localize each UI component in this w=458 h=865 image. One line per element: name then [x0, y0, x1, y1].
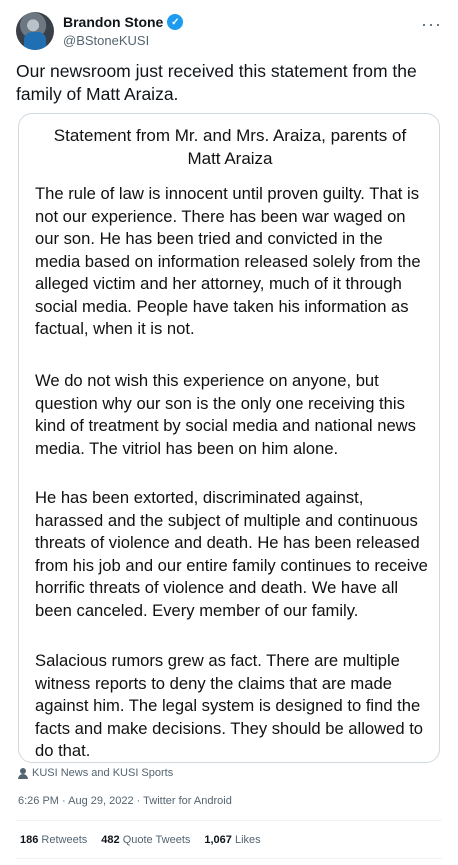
- statement-title: Statement from Mr. and Mrs. Araiza, parents of Matt Araiza: [53, 126, 407, 168]
- statement-paragraph: Salacious rumors grew as fact. There are multiple witness reports to deny the claims that are made against him. The legal system is designed to find the facts and make decisions. They should be allowed to do that.: [35, 651, 424, 760]
- retweets-count: 186: [20, 834, 39, 846]
- likes-stat[interactable]: [204, 834, 260, 846]
- engagement-stats: [20, 834, 261, 846]
- tweet-timestamp[interactable]: 6:26 PM · Aug 29, 2022 · Twitter for Android: [18, 795, 232, 807]
- author-handle[interactable]: @BStoneKUSI: [63, 33, 150, 48]
- quote-tweets-count: 482: [101, 834, 120, 846]
- person-icon: [18, 768, 28, 779]
- verified-badge-icon: ✓: [167, 14, 183, 30]
- retweets-stat[interactable]: [20, 834, 87, 846]
- divider: [16, 820, 442, 821]
- statement-image[interactable]: [18, 113, 440, 763]
- tagged-accounts[interactable]: [18, 767, 173, 779]
- statement-paragraph: The rule of law is innocent until proven guilty. That is not our experience. There has been war waged on our son. He has been tried and convicted in the media based on information released solely from the alleged victim and her attorney, much of it through social media. People have taken his information as factual, when it is not.: [35, 184, 421, 338]
- more-options-icon[interactable]: ···: [421, 14, 442, 34]
- author-name[interactable]: Brandon Stone: [63, 14, 164, 30]
- tweet-text: Our newsroom just received this statement from the family of Matt Araiza.: [16, 61, 417, 104]
- tweet-header: [16, 12, 442, 52]
- likes-label: Likes: [234, 834, 261, 846]
- likes-count: 1,067: [204, 834, 232, 846]
- retweets-label: Retweets: [41, 834, 88, 846]
- quote-tweets-stat[interactable]: [101, 834, 190, 846]
- quote-tweets-label: Quote Tweets: [122, 834, 191, 846]
- statement-paragraph: We do not wish this experience on anyone, but question why our son is the only one receiving this kind of treatment by social media and national news media. The vitriol has been on him alone.: [35, 371, 416, 458]
- statement-paragraph: He has been extorted, discriminated against, harassed and the subject of multiple and continuous threats of violence and death. He has been released from his job and our entire family continues to receive horrific threats of violence and death. We have all been canceled. Every member of our family.: [35, 488, 428, 620]
- tagged-label[interactable]: KUSI News and KUSI Sports: [32, 767, 174, 779]
- author-name-row[interactable]: [63, 14, 183, 30]
- avatar[interactable]: [16, 12, 54, 50]
- divider: [16, 858, 442, 859]
